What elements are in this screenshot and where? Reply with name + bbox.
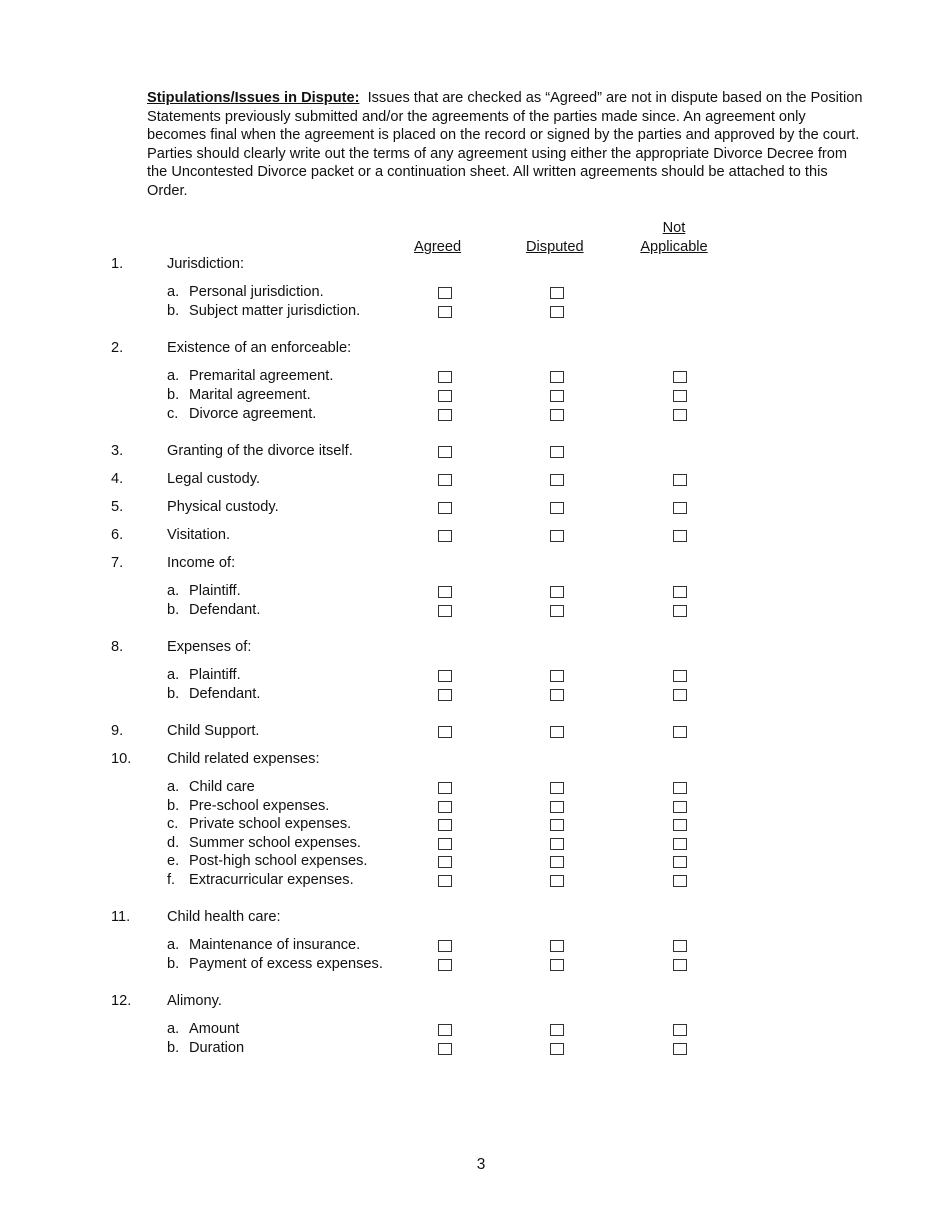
sub-text: Pre-school expenses. [189, 798, 330, 814]
item-1-b-agreed-checkbox[interactable] [438, 306, 452, 318]
item-3-number: 3. [111, 443, 124, 459]
item-11-a-not-applicable-checkbox[interactable] [673, 940, 687, 952]
item-10-a-agreed-checkbox[interactable] [438, 782, 452, 794]
item-10-d-not-applicable-checkbox[interactable] [673, 838, 687, 850]
sub-text: Extracurricular expenses. [189, 872, 354, 888]
sub-letter: b. [167, 303, 180, 319]
sub-text: Personal jurisdiction. [189, 284, 324, 300]
item-1-sub-b [167, 303, 360, 319]
item-1-a-agreed-checkbox[interactable] [438, 287, 452, 299]
item-1-a-disputed-checkbox[interactable] [550, 287, 564, 299]
sub-text: Child care [189, 779, 255, 795]
item-12-b-disputed-checkbox[interactable] [550, 1043, 564, 1055]
sub-letter: a. [167, 667, 180, 683]
item-11-sub-b [167, 956, 383, 972]
item-8-b-not-applicable-checkbox[interactable] [673, 689, 687, 701]
item-7-a-disputed-checkbox[interactable] [550, 586, 564, 598]
item-7-sub-b [167, 602, 260, 618]
item-10-b-disputed-checkbox[interactable] [550, 801, 564, 813]
item-7-label: Income of: [167, 555, 236, 571]
item-7-number: 7. [111, 555, 124, 571]
item-1-b-disputed-checkbox[interactable] [550, 306, 564, 318]
item-11-b-disputed-checkbox[interactable] [550, 959, 564, 971]
item-10-e-not-applicable-checkbox[interactable] [673, 856, 687, 868]
sub-text: Plaintiff. [189, 583, 241, 599]
sub-letter: b. [167, 602, 180, 618]
item-5-agreed-checkbox[interactable] [438, 502, 452, 514]
sub-text: Payment of excess expenses. [189, 956, 383, 972]
item-4-number: 4. [111, 471, 124, 487]
sub-letter: b. [167, 686, 180, 702]
item-11-sub-a [167, 937, 360, 953]
item-7-b-disputed-checkbox[interactable] [550, 605, 564, 617]
item-12-a-agreed-checkbox[interactable] [438, 1024, 452, 1036]
item-12-sub-a [167, 1021, 239, 1037]
sub-text: Subject matter jurisdiction. [189, 303, 361, 319]
item-11-label: Child health care: [167, 909, 281, 925]
item-12-a-disputed-checkbox[interactable] [550, 1024, 564, 1036]
item-5-number: 5. [111, 499, 124, 515]
item-10-f-not-applicable-checkbox[interactable] [673, 875, 687, 887]
item-12-b-agreed-checkbox[interactable] [438, 1043, 452, 1055]
sub-text: Premarital agreement. [189, 368, 334, 384]
column-header-not-applicable [638, 219, 710, 256]
item-4-disputed-checkbox[interactable] [550, 474, 564, 486]
sub-letter: a. [167, 779, 180, 795]
item-8-b-disputed-checkbox[interactable] [550, 689, 564, 701]
sub-letter: a. [167, 1021, 180, 1037]
item-10-sub-b [167, 798, 329, 814]
sub-text: Divorce agreement. [189, 406, 317, 422]
item-8-sub-b [167, 686, 260, 702]
item-2-label: Existence of an enforceable: [167, 340, 352, 356]
item-4-not-applicable-checkbox[interactable] [673, 474, 687, 486]
item-11-a-agreed-checkbox[interactable] [438, 940, 452, 952]
item-10-sub-e [167, 853, 367, 869]
sub-text: Plaintiff. [189, 667, 241, 683]
item-3-label: Granting of the divorce itself. [167, 443, 353, 459]
sub-letter: a. [167, 368, 180, 384]
sub-letter: d. [167, 835, 180, 851]
intro-text: Issues that are checked as “Agreed” are not in dispute based on the Position Statements previously submitted and/or the agreements of the parties made since. An agreement only becomes final when the agreement is placed on the record or signed by the parties and approved by the court. Parties should clearly write out the terms of any agreement using either the appropriate Divorce Decree from the Uncontested Divorce packet or a continuation sheet. All written agreements should be attached to this Order. [147, 90, 863, 199]
item-8-b-agreed-checkbox[interactable] [438, 689, 452, 701]
item-10-c-agreed-checkbox[interactable] [438, 819, 452, 831]
item-2-number: 2. [111, 340, 124, 356]
item-12-sub-b [167, 1040, 244, 1056]
item-7-b-not-applicable-checkbox[interactable] [673, 605, 687, 617]
item-2-sub-c [167, 406, 316, 422]
item-10-number: 10. [111, 751, 132, 767]
intro-heading: Stipulations/Issues in Dispute: [147, 90, 360, 106]
sub-text: Amount [189, 1021, 240, 1037]
item-6-label: Visitation. [167, 527, 231, 543]
item-4-agreed-checkbox[interactable] [438, 474, 452, 486]
item-10-sub-a [167, 779, 255, 795]
sub-letter: a. [167, 937, 180, 953]
item-9-disputed-checkbox[interactable] [550, 726, 564, 738]
sub-letter: b. [167, 387, 180, 403]
sub-text: Summer school expenses. [189, 835, 361, 851]
item-2-b-disputed-checkbox[interactable] [550, 390, 564, 402]
item-6-number: 6. [111, 527, 124, 543]
sub-text: Marital agreement. [189, 387, 311, 403]
item-7-a-agreed-checkbox[interactable] [438, 586, 452, 598]
item-3-agreed-checkbox[interactable] [438, 446, 452, 458]
item-10-e-agreed-checkbox[interactable] [438, 856, 452, 868]
item-10-d-disputed-checkbox[interactable] [550, 838, 564, 850]
sub-text: Private school expenses. [189, 816, 352, 832]
sub-letter: a. [167, 284, 180, 300]
column-header-not-applicable-line1: Not [662, 220, 686, 236]
sub-text: Maintenance of insurance. [189, 937, 361, 953]
item-5-disputed-checkbox[interactable] [550, 502, 564, 514]
sub-letter: e. [167, 853, 180, 869]
item-8-number: 8. [111, 639, 124, 655]
item-9-not-applicable-checkbox[interactable] [673, 726, 687, 738]
item-2-c-agreed-checkbox[interactable] [438, 409, 452, 421]
item-2-c-not-applicable-checkbox[interactable] [673, 409, 687, 421]
sub-letter: c. [167, 816, 179, 832]
item-8-sub-a [167, 667, 241, 683]
item-12-b-not-applicable-checkbox[interactable] [673, 1043, 687, 1055]
item-7-a-not-applicable-checkbox[interactable] [673, 586, 687, 598]
item-12-number: 12. [111, 993, 132, 1009]
item-8-a-disputed-checkbox[interactable] [550, 670, 564, 682]
item-2-b-not-applicable-checkbox[interactable] [673, 390, 687, 402]
item-10-a-disputed-checkbox[interactable] [550, 782, 564, 794]
item-9-label: Child Support. [167, 723, 260, 739]
item-1-sub-a [167, 284, 324, 300]
item-6-agreed-checkbox[interactable] [438, 530, 452, 542]
sub-letter: b. [167, 956, 180, 972]
item-10-d-agreed-checkbox[interactable] [438, 838, 452, 850]
column-header-agreed: Agreed [414, 239, 462, 255]
sub-text: Defendant. [189, 686, 261, 702]
item-2-a-not-applicable-checkbox[interactable] [673, 371, 687, 383]
item-8-label: Expenses of: [167, 639, 252, 655]
item-4-label: Legal custody. [167, 471, 261, 487]
sub-letter: f. [167, 872, 176, 888]
item-10-c-not-applicable-checkbox[interactable] [673, 819, 687, 831]
column-header-not-applicable-line2: Applicable [640, 238, 708, 255]
item-1-label: Jurisdiction: [167, 256, 245, 272]
item-12-label: Alimony. [167, 993, 222, 1009]
item-12-a-not-applicable-checkbox[interactable] [673, 1024, 687, 1036]
item-10-sub-f [167, 872, 354, 888]
item-2-b-agreed-checkbox[interactable] [438, 390, 452, 402]
sub-letter: b. [167, 1040, 180, 1056]
item-2-a-agreed-checkbox[interactable] [438, 371, 452, 383]
item-10-b-not-applicable-checkbox[interactable] [673, 801, 687, 813]
item-10-f-disputed-checkbox[interactable] [550, 875, 564, 887]
item-10-sub-c [167, 816, 351, 832]
sub-text: Post-high school expenses. [189, 853, 368, 869]
item-10-e-disputed-checkbox[interactable] [550, 856, 564, 868]
item-10-sub-d [167, 835, 361, 851]
item-9-agreed-checkbox[interactable] [438, 726, 452, 738]
sub-letter: a. [167, 583, 180, 599]
item-10-a-not-applicable-checkbox[interactable] [673, 782, 687, 794]
item-10-c-disputed-checkbox[interactable] [550, 819, 564, 831]
page-number: 3 [476, 1156, 486, 1173]
item-8-a-not-applicable-checkbox[interactable] [673, 670, 687, 682]
item-7-sub-a [167, 583, 241, 599]
item-11-b-agreed-checkbox[interactable] [438, 959, 452, 971]
item-5-label: Physical custody. [167, 499, 279, 515]
item-5-not-applicable-checkbox[interactable] [673, 502, 687, 514]
item-11-b-not-applicable-checkbox[interactable] [673, 959, 687, 971]
item-2-sub-a [167, 368, 333, 384]
sub-letter: c. [167, 406, 179, 422]
item-1-number: 1. [111, 256, 124, 272]
column-header-disputed: Disputed [526, 239, 584, 255]
intro-paragraph [147, 89, 867, 201]
item-10-f-agreed-checkbox[interactable] [438, 875, 452, 887]
item-11-number: 11. [111, 909, 131, 925]
item-11-a-disputed-checkbox[interactable] [550, 940, 564, 952]
item-9-number: 9. [111, 723, 124, 739]
item-2-a-disputed-checkbox[interactable] [550, 371, 564, 383]
item-6-disputed-checkbox[interactable] [550, 530, 564, 542]
item-2-c-disputed-checkbox[interactable] [550, 409, 564, 421]
sub-text: Defendant. [189, 602, 261, 618]
sub-text: Duration [189, 1040, 245, 1056]
item-3-disputed-checkbox[interactable] [550, 446, 564, 458]
item-2-sub-b [167, 387, 311, 403]
item-8-a-agreed-checkbox[interactable] [438, 670, 452, 682]
item-6-not-applicable-checkbox[interactable] [673, 530, 687, 542]
item-10-b-agreed-checkbox[interactable] [438, 801, 452, 813]
sub-letter: b. [167, 798, 180, 814]
item-7-b-agreed-checkbox[interactable] [438, 605, 452, 617]
item-10-label: Child related expenses: [167, 751, 320, 767]
